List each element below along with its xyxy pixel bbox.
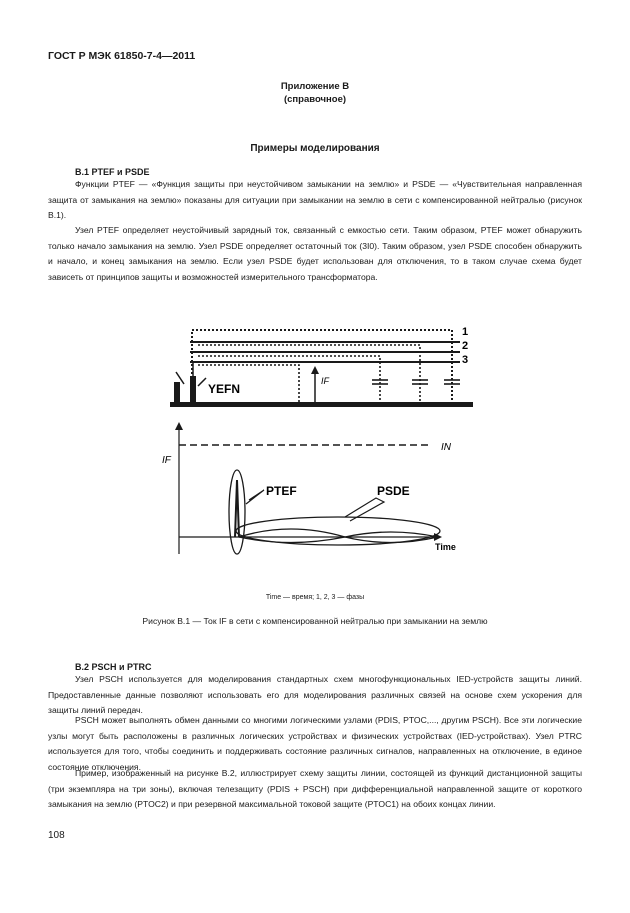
- b1-paragraph-1: Функции PTEF — «Функция защиты при неустойчивом замыкании на землю» и PSDE — «Чувствительная направленная защита от замыкания на землю» показаны для ситуации при замыкании на землю в сети с компенсированной нейтралью (рисунок В.1).: [48, 179, 582, 221]
- if-label: IF: [321, 376, 329, 386]
- in-label: IN: [441, 442, 451, 453]
- figure-legend: Time — время; 1, 2, 3 — фазы: [265, 594, 365, 601]
- section-title: Примеры моделирования: [250, 143, 380, 154]
- page-number: 108: [48, 830, 65, 841]
- psde-curve-upper: [239, 529, 438, 543]
- figure-caption: Рисунок В.1 — Ток IF в сети с компенсированной нейтралью при замыкании на землю: [142, 616, 488, 626]
- b1-paragraph-2: Узел PTEF определяет неустойчивый зарядный ток, связанный с емкостью сети. Таким образом, PTEF может обнаружить только начало замыкания на землю. Узел PSDE определяет остаточный ток (3I0). Таким образом, узел PSDE способен обнаружить и начало, и конец замыкания на землю. Если узел PSDE будет использован для отключения, то в таком случае схема будет зависеть от принципов защиты и возможностей измерительного трансформатора.: [48, 225, 582, 282]
- figure-b1-diagram: [162, 318, 475, 558]
- psde-label: PSDE: [377, 484, 410, 498]
- y-axis-label: IF: [162, 455, 171, 466]
- figure-b1: [162, 318, 475, 558]
- phase-label-3: 3: [462, 354, 469, 366]
- b2-paragraph-3: Пример, изображенный на рисунке В.2, иллюстрирует схему защиты линии, состоящей из функций дистанционной защиты (три экземпляра на три зоны), включая телезащиту (PDIS + PSCH) при дифференциальной направленной защите от короткого замыкания на землю (PTOC2) и при резервной максимальной токовой защите (PTOC1) на обоих концах линии.: [48, 768, 582, 810]
- time-axis-label: Time: [435, 542, 456, 552]
- ground-bar: [170, 402, 473, 407]
- phase-label-2: 2: [462, 340, 469, 352]
- subsection-b2-title: В.2 PSCH и PTRC: [75, 662, 152, 672]
- current-path-3: [198, 356, 380, 404]
- b2-paragraph-2: PSCH может выполнять обмен данными со многими логическими узлами (PDIS, PTOC,..., другим PSCH). Все эти логические узлы могут быть расположены в различных логических устройствах и физических устройствах (IED-устройствах). Узел PTRC используется для того, чтобы соединить и поддерживать состояние различных сигналов, направленных на отключение, в единое состояние отключения.: [48, 715, 582, 772]
- standard-header: ГОСТ Р МЭК 61850-7-4—2011: [48, 50, 196, 62]
- phase-label-1: 1: [462, 326, 469, 338]
- annex-title: Приложение В: [280, 81, 350, 92]
- annex-heading: [0, 80, 630, 106]
- capacitor-symbols: [372, 380, 460, 384]
- network-schematic: [170, 326, 473, 407]
- ptef-label: PTEF: [266, 484, 297, 498]
- transformer-symbol: [174, 362, 206, 402]
- b2-paragraph-1: Узел PSCH используется для моделирования стандартных схем многофункциональных IED-устройств защиты линий. Предоставленные данные позволяют использовать его для моделирования различных связей на основе схем ускорения для защиты линий передач.: [48, 674, 582, 716]
- yefn-label: YEFN: [208, 382, 241, 396]
- ptef-callout: [246, 490, 264, 504]
- subsection-b1-title: В.1 PTEF и PSDE: [75, 167, 150, 177]
- annex-subtitle: (справочное): [283, 94, 347, 105]
- time-graph: [162, 422, 456, 554]
